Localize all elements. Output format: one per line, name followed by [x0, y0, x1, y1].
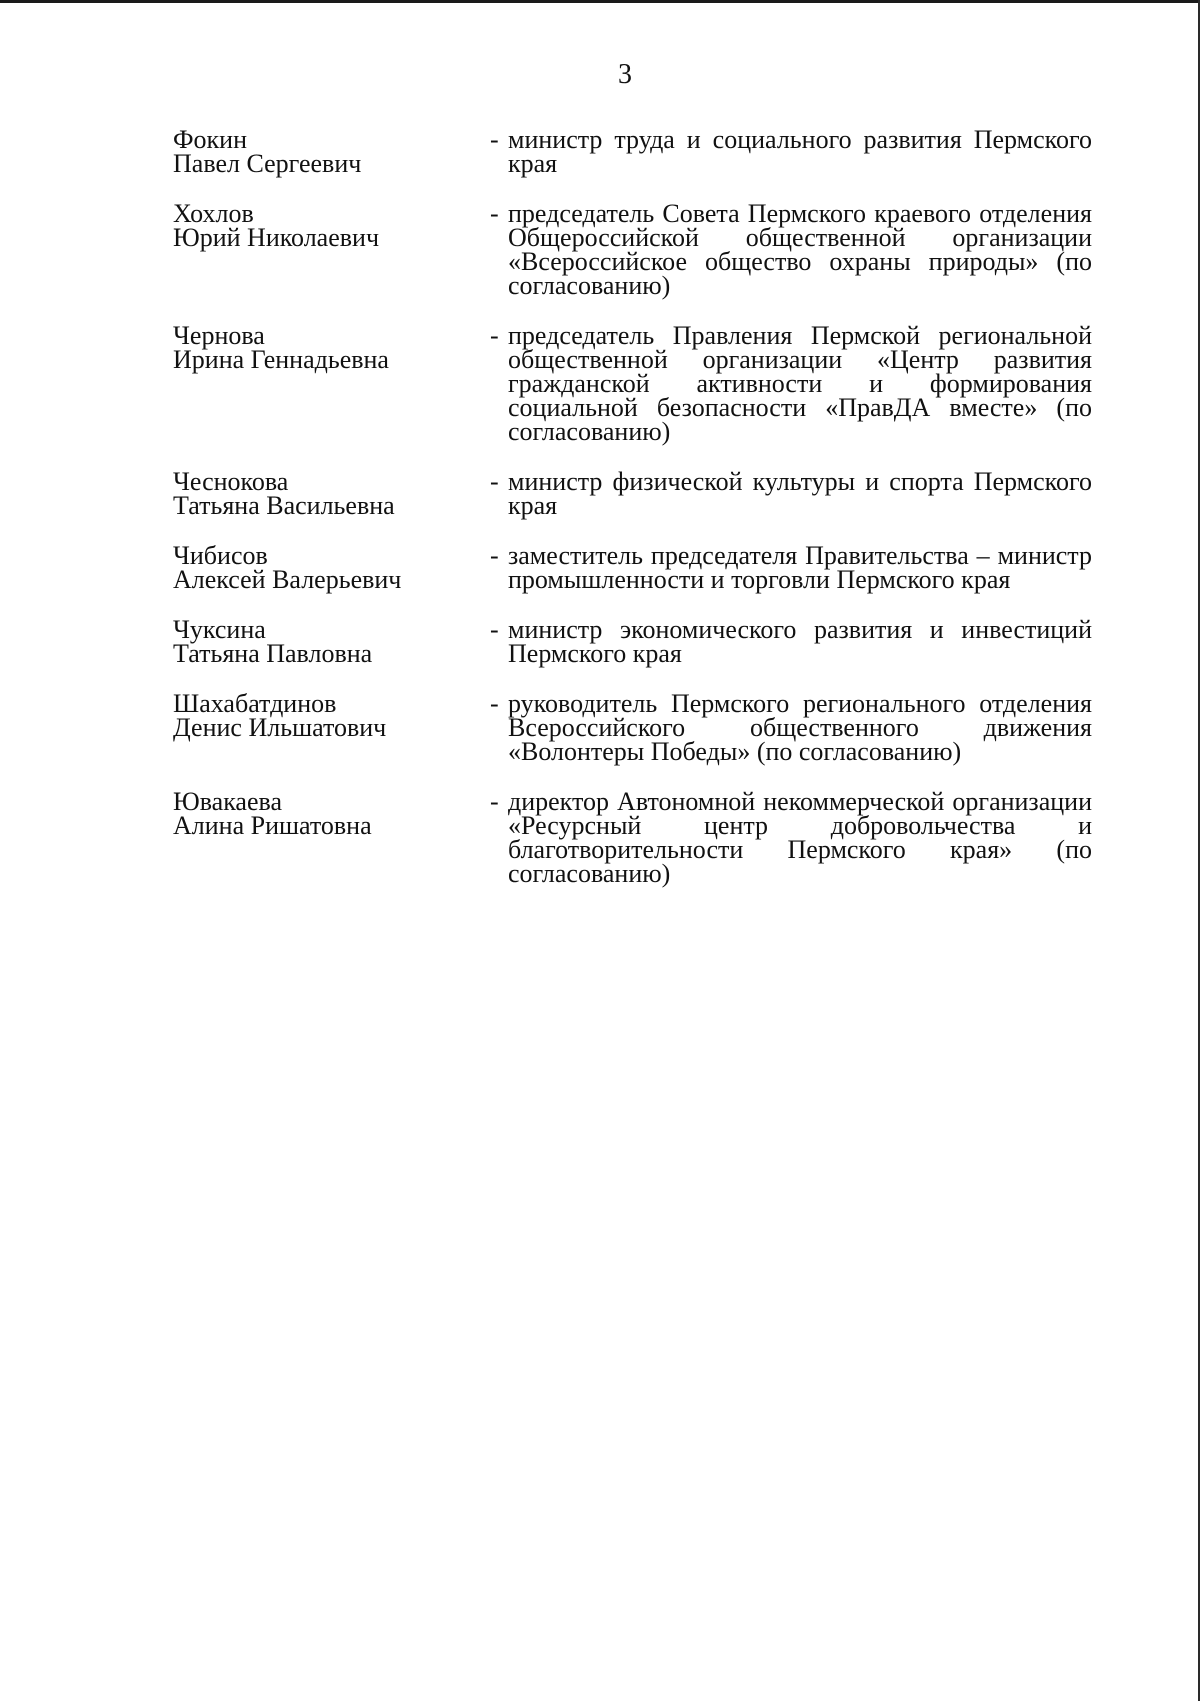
members-list: [173, 125, 1098, 912]
member-position: министр экономического развития и инвестиций Пермского края: [508, 615, 1092, 668]
member-dash: -: [490, 199, 499, 228]
member-name: [173, 467, 490, 520]
member-entry: [173, 199, 1098, 300]
member-position: министр труда и социального развития Пермского края: [508, 125, 1092, 178]
member-surname: Чибисов: [173, 541, 268, 570]
member-entry: [173, 615, 1098, 668]
member-surname: Чеснокова: [173, 467, 289, 496]
member-entry: [173, 125, 1098, 178]
scan-top-edge: [0, 0, 1200, 3]
member-name: [173, 689, 490, 764]
member-surname: Фокин: [173, 125, 248, 154]
member-name: [173, 615, 490, 668]
member-dash: -: [490, 125, 499, 154]
member-name: [173, 787, 490, 886]
member-given-names: Павел Сергеевич: [173, 149, 362, 178]
member-surname: Хохлов: [173, 199, 254, 228]
member-name: [173, 125, 490, 178]
member-entry: [173, 787, 1098, 888]
member-entry: [173, 689, 1098, 766]
member-dash: -: [490, 467, 499, 496]
member-given-names: Татьяна Павловна: [173, 639, 373, 668]
member-position: директор Автономной некоммерческой организации «Ресурсный центр добровольчества и благотворительности Пермского края» (по согласованию): [508, 787, 1092, 888]
member-position: председатель Правления Пермской региональной общественной организации «Центр развития гражданской активности и формирования социальной безопасности «ПравДА вместе» (по согласованию): [508, 321, 1092, 446]
member-position: председатель Совета Пермского краевого отделения Общероссийской общественной организации «Всероссийское общество охраны природы» (по согласованию): [508, 199, 1092, 300]
member-position: руководитель Пермского регионального отделения Всероссийского общественного движения «Волонтеры Победы» (по согласованию): [508, 689, 1092, 766]
member-given-names: Татьяна Васильевна: [173, 491, 395, 520]
member-surname: Шахабатдинов: [173, 689, 337, 718]
member-name: [173, 321, 490, 444]
member-given-names: Алексей Валерьевич: [173, 565, 402, 594]
page-number: 3: [618, 59, 632, 90]
member-dash: -: [490, 321, 499, 350]
member-given-names: Алина Ришатовна: [173, 811, 372, 840]
member-dash: -: [490, 615, 499, 644]
member-position: заместитель председателя Правительства – министр промышленности и торговли Пермского края: [508, 541, 1092, 594]
member-name: [173, 541, 490, 594]
member-position: министр физической культуры и спорта Пермского края: [508, 467, 1092, 520]
member-surname: Чернова: [173, 321, 265, 350]
member-dash: -: [490, 689, 499, 718]
member-name: [173, 199, 490, 298]
member-dash: -: [490, 787, 499, 816]
member-entry: [173, 467, 1098, 520]
member-given-names: Юрий Николаевич: [173, 223, 380, 252]
member-surname: Ювакаева: [173, 787, 282, 816]
member-entry: [173, 321, 1098, 446]
member-given-names: Ирина Геннадьевна: [173, 345, 389, 374]
member-dash: -: [490, 541, 499, 570]
member-entry: [173, 541, 1098, 594]
member-surname: Чуксина: [173, 615, 266, 644]
member-given-names: Денис Ильшатович: [173, 713, 387, 742]
